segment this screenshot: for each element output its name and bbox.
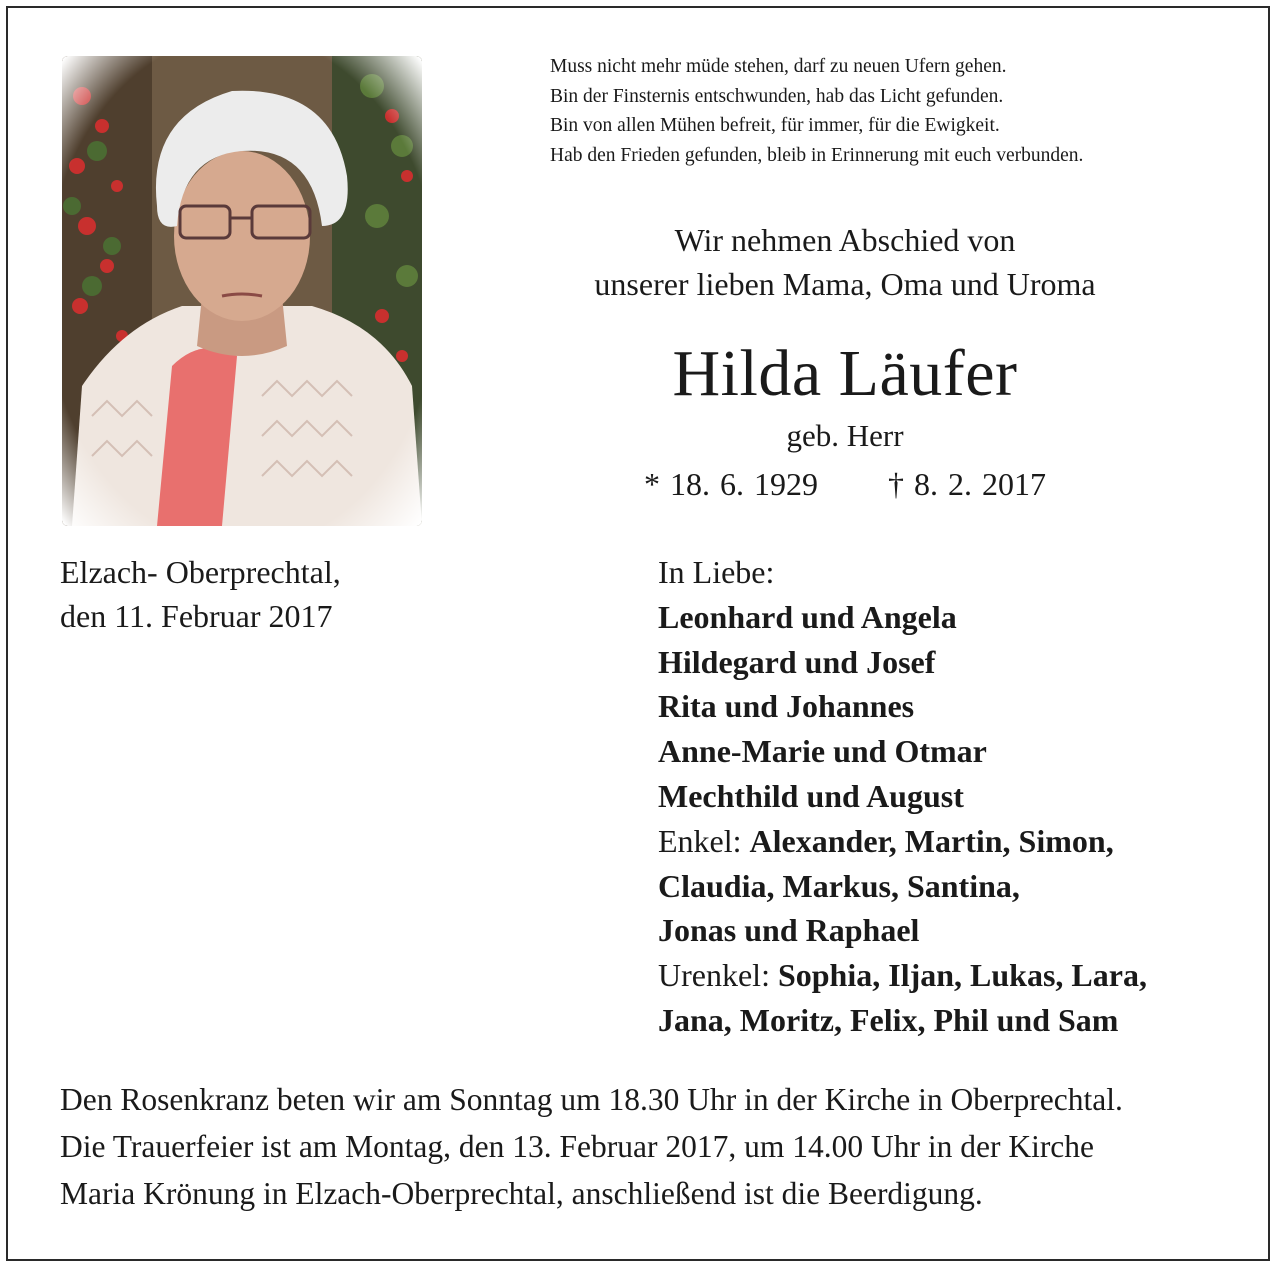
grandchildren-label: Enkel: <box>658 822 742 859</box>
place-line: Elzach- Oberprechtal, <box>60 554 341 590</box>
portrait-photo <box>62 56 422 526</box>
grandchildren-line <box>658 819 1147 864</box>
grandchildren-names: Jonas und Raphael <box>658 912 920 949</box>
poem <box>550 52 1083 170</box>
great-grandchildren-names: Sophia, Iljan, Lukas, Lara, <box>777 957 1147 994</box>
deceased-name: Hilda Läufer <box>672 337 1018 410</box>
family-member: Leonhard und Angela <box>658 598 957 635</box>
place-and-date <box>60 550 341 638</box>
notice-line: Die Trauerfeier ist am Montag, den 13. Februar 2017, um 14.00 Uhr in der Kirche <box>60 1129 1095 1164</box>
family-member: Rita und Johannes <box>658 688 915 725</box>
date-line: den 11. Februar 2017 <box>60 598 333 634</box>
notice-line: Maria Krönung in Elzach-Oberprechtal, anschließend ist die Beerdigung. <box>60 1176 983 1211</box>
poem-line: Muss nicht mehr müde stehen, darf zu neuen Ufern gehen. <box>550 56 1007 77</box>
great-grandchildren-names: Jana, Moritz, Felix, Phil und Sam <box>658 1001 1119 1038</box>
notice-line: Den Rosenkranz beten wir am Sonntag um 18.30 Uhr in der Kirche in Oberprechtal. <box>60 1082 1123 1117</box>
great-grandchildren-label: Urenkel: <box>658 957 770 994</box>
grandchildren-names: Claudia, Markus, Santina, <box>658 867 1020 904</box>
family-member: Anne-Marie und Otmar <box>658 733 987 770</box>
life-dates <box>500 462 1190 506</box>
poem-line: Hab den Frieden gefunden, bleib in Erinnerung mit euch verbunden. <box>550 144 1084 166</box>
intro-line: unserer lieben Mama, Oma und Uroma <box>594 266 1096 302</box>
poem-line: Bin der Finsternis entschwunden, hab das Licht gefunden. <box>550 85 1004 107</box>
family-heading: In Liebe: <box>658 554 775 590</box>
service-notice <box>60 1076 1123 1217</box>
great-grandchildren-line <box>658 953 1147 998</box>
birth-date: * 18. 6. 1929 <box>644 466 818 502</box>
family-member: Mechthild und August <box>658 777 964 814</box>
death-date: † 8. 2. 2017 <box>888 466 1046 502</box>
poem-line: Bin von allen Mühen befreit, für immer, für die Ewigkeit. <box>550 115 1000 136</box>
farewell-intro <box>500 218 1190 306</box>
maiden-name: geb. Herr <box>786 418 904 453</box>
intro-line: Wir nehmen Abschied von <box>674 222 1016 258</box>
family-list <box>658 550 1147 1043</box>
family-member: Hildegard und Josef <box>658 643 936 680</box>
grandchildren-names: Alexander, Martin, Simon, <box>749 822 1114 859</box>
